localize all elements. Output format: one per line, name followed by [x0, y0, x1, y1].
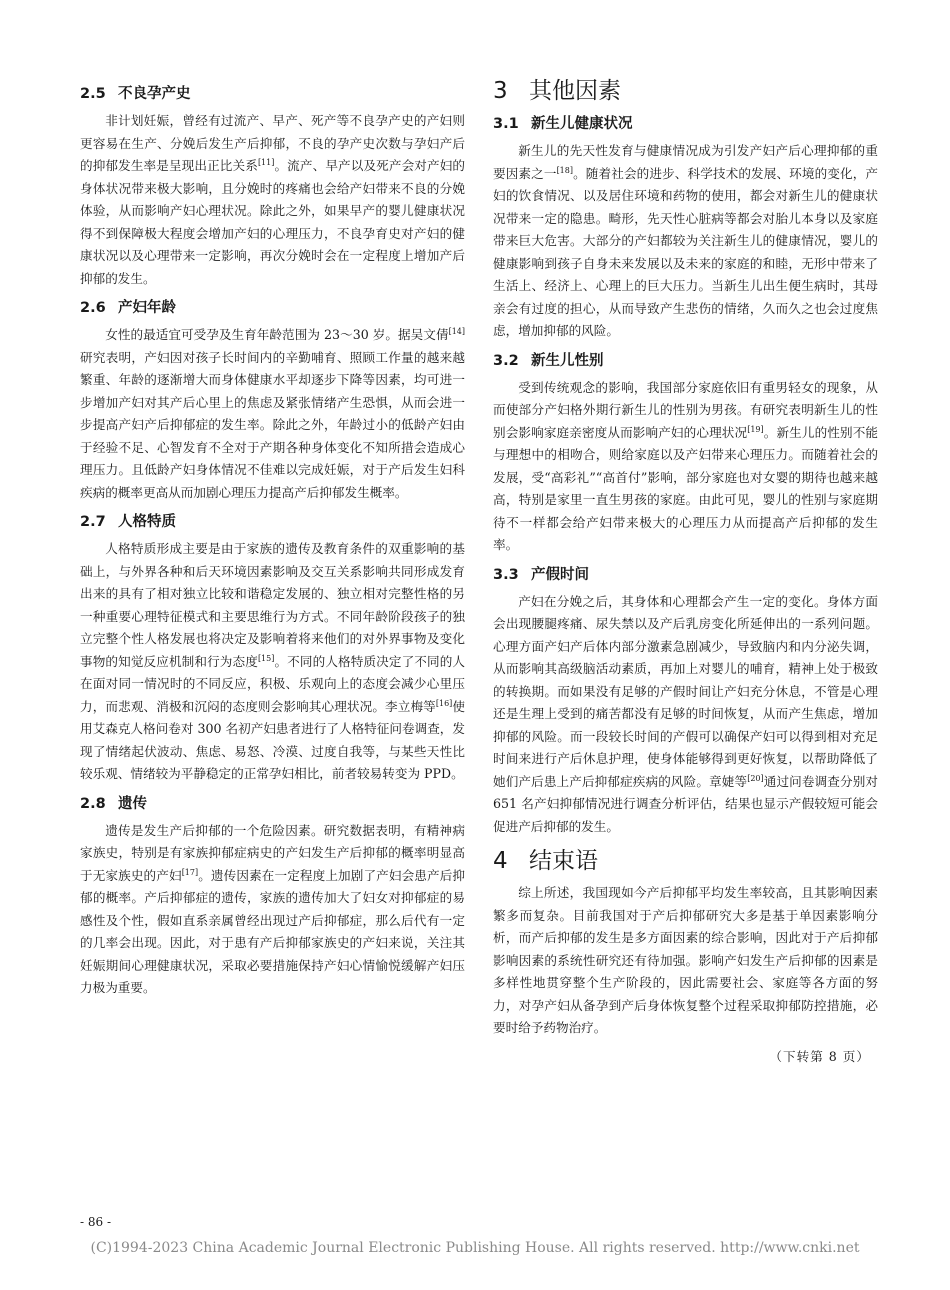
copyright-footer: (C)1994-2023 China Academic Journal Electronic Publishing House. All rights reserved. http://www.cnki.net: [90, 1240, 860, 1256]
section-heading-3-1: 3.1 新生儿健康状况: [493, 116, 633, 132]
citation: [15]: [257, 653, 275, 663]
section-heading-2-8: 2.8 遗传: [80, 795, 147, 812]
section-heading-3-3: 3.3 产假时间: [493, 566, 589, 583]
continued-note: （下转第 8 页）: [769, 1048, 870, 1064]
section-heading-3-2: 3.2 新生儿性别: [493, 352, 604, 369]
paragraph-3-2: 受到传统观念的影响，我国部分家庭依旧有重男轻女的现象，从而使部分产妇格外期行新生儿的性别为男孩。有研究表明新生儿的性别会影响家庭亲密度从而影响产妇的心理状况[19]。新生儿的性别不能与理想中的相吻合，则给家庭以及产妇带来心理压力。而随着社会的发展，受“高彩礼”“高首付”影响，部分家庭也对女婴的期待也越来越高，特别是家里一直生男孩的家庭。由此可见，婴儿的性别与家庭期待不一样都会给产妇带来极大的心理压力从而提高产后抑郁的发生率。: [493, 379, 879, 552]
page-number: - 86 -: [80, 1215, 112, 1229]
citation: [16]: [435, 698, 453, 708]
paragraph-2-6: 女性的最适宜可受孕及生育年龄范围为 23～30 岁。据吴文倩[14]研究表明，产妇因对孩子长时间内的辛勤哺育、照顾工作量的越来越繁重、年龄的逐渐增大而身体健康水平却逐步下降等因素，均可进一步增加产妇对其产后心里上的焦虑及紧张情绪产生恐惧，从而会进一步提高产妇产后抑郁症的发生率。除此之外，年龄过小的低龄产妇由于经验不足、心智发育不全对于产期各种身体变化不知所措会造成心理压力。且低龄产妇身体情况不佳难以完成妊娠，对于产后发生妇科疾病的概率更高从而加剧心理压力提高产后抑郁发生概率。: [80, 326, 465, 500]
section-heading-2-7: 2.7 人格特质: [80, 514, 176, 530]
section-heading-2-6: 2.6 产妇年龄: [80, 300, 176, 316]
paragraph-3-3: 产妇在分娩之后，其身体和心理都会产生一定的变化。身体方面会出现腰腿疼痛、尿失禁以及产后乳房变化所延伸出的一系列问题。心理方面产妇产后体内部分激素急剧减少，导致脑内和内分泌失调，从而影响其高级脑活动素质，再加上对婴儿的哺育，精神上处于极致的转换期。而如果没有足够的产假时间让产妇充分休息，不管是心理还是生理上受到的痛苦都没有足够的时间恢复，从而产生焦虑，增加抑郁的风险。而一段较长时间的产假可以确保产妇可以得到相对充足时间来进行产后休息护理，使身体能够得到更好恢复，以帮助降低了她们产后患上产后抑郁症疾病的风险。章婕等[20]通过问卷调查分别对 651 名产妇抑郁情况进行调查分析评估，结果也显示产假较短可能会促进产后抑郁的发生。: [493, 593, 879, 834]
right-column: [493, 78, 879, 1068]
chapter-heading-3: 3 其他因素: [493, 78, 621, 104]
citation: [18]: [556, 165, 573, 175]
citation: [19]: [747, 424, 764, 434]
paragraph-3-1: 新生儿的先天性发育与健康情况成为引发产妇产后心理抑郁的重要因素之一[18]。随着社会的进步、科学技术的发展、环境的变化，产妇的饮食情况、以及居住环境和药物的使用，都会对新生儿的健康状况带来一定的隐患。畸形，先天性心脏病等都会对胎儿本身以及家庭带来巨大危害。大部分的产妇都较为关注新生儿的健康情况，婴儿的健康影响到孩子自身未来发展以及未来的家庭的和睦，无形中带来了生活上、经济上、心理上的巨大压力。当新生儿出生便生病时，其母亲会有过度的担心，从而导致产生悲伤的情绪，久而久之也会过度焦虑，增加抑郁的风险。: [493, 143, 879, 338]
paragraph-conclusion: 综上所述，我国现如今产后抑郁平均发生率较高，且其影响因素繁多而复杂。目前我国对于产后抑郁研究大多是基于单因素影响分析，而产后抑郁的发生是多方面因素的综合影响，因此对于产后抑郁影响因素的系统性研究还有待加强。影响产妇发生产后抑郁的因素是多样性地贯穿整个生产阶段的，因此需要社会、家庭等各方面的努力，对孕产妇从备孕到产后身体恢复整个过程采取抑郁防控措施，必要时给予药物治疗。: [493, 885, 878, 1035]
citation: [11]: [257, 157, 275, 167]
citation: [20]: [747, 773, 764, 783]
paragraph-2-8: 遗传是发生产后抑郁的一个危险因素。研究数据表明，有精神病家族史，特别是有家族抑郁症病史的产妇发生产后抑郁的概率明显高于无家族史的产妇[17]。遗传因素在一定程度上加剧了产妇会患产后抑郁的概率。产后抑郁症的遗传，家族的遗传加大了妇女对抑郁症的易感性及个性，假如直系亲属曾经出现过产后抑郁症，那么后代有一定的几率会出现。因此，对于患有产后抑郁家族史的产妇来说，关注其妊娠期间心理健康状况，采取必要措施保持产妇心情愉悦缓解产妇压力极为重要。: [80, 822, 466, 995]
section-heading-2-5: 2.5 不良孕产史: [80, 86, 191, 102]
citation: [17]: [181, 867, 199, 877]
chapter-heading-4: 4 结束语: [493, 848, 598, 874]
paragraph-2-7: 人格特质形成主要是由于家族的遗传及教育条件的双重影响的基础上，与外界各种和后天环境因素影响及交互关系影响共同形成发育出来的具有了相对独立比较和谐稳定发展的、独立相对完整性格的另一种重要心理特征模式和主要思维行为方式。不同年龄阶段孩子的独立完整个性人格发展也将决定及影响着将来他们的对外界事物及变化事物的知觉反应机制和行为态度[15]。不同的人格特质决定了不同的人在面对同一情况时的不同反应，积极、乐观向上的态度会减少心里压力，而悲观、消极和沉闷的态度则会影响其心理状况。李立梅等[16]使用艾森克人格问卷对 300 名初产妇患者进行了人格特征问卷调查，发现了情绪起伏波动、焦虑、易怒、冷漠、过度自我等，与某些天性比较乐观、情绪较为平静稳定的正常孕妇相比，前者较易转变为 PPD。: [80, 541, 466, 781]
left-column: [80, 82, 465, 1006]
paragraph-2-5: 非计划妊娠，曾经有过流产、早产、死产等不良孕产史的产妇则更容易在生产、分娩后发生产后抑郁，不良的孕产史次数与孕妇产后的抑郁发生率是呈现出正比关系[11]。流产、早产以及死产会对产妇的身体状况带来极大影响，且分娩时的疼痛也会给产妇带来不良的分娩体验，从而影响产妇心理状况。除此之外，如果早产的婴儿健康状况得不到保障极大程度会增加产妇的心理压力，不良孕育史对产妇的健康状况以及心理带来一定影响，再次分娩时会在一定程度上增加产后抑郁的发生。: [80, 113, 466, 286]
citation: [14]: [448, 326, 465, 336]
